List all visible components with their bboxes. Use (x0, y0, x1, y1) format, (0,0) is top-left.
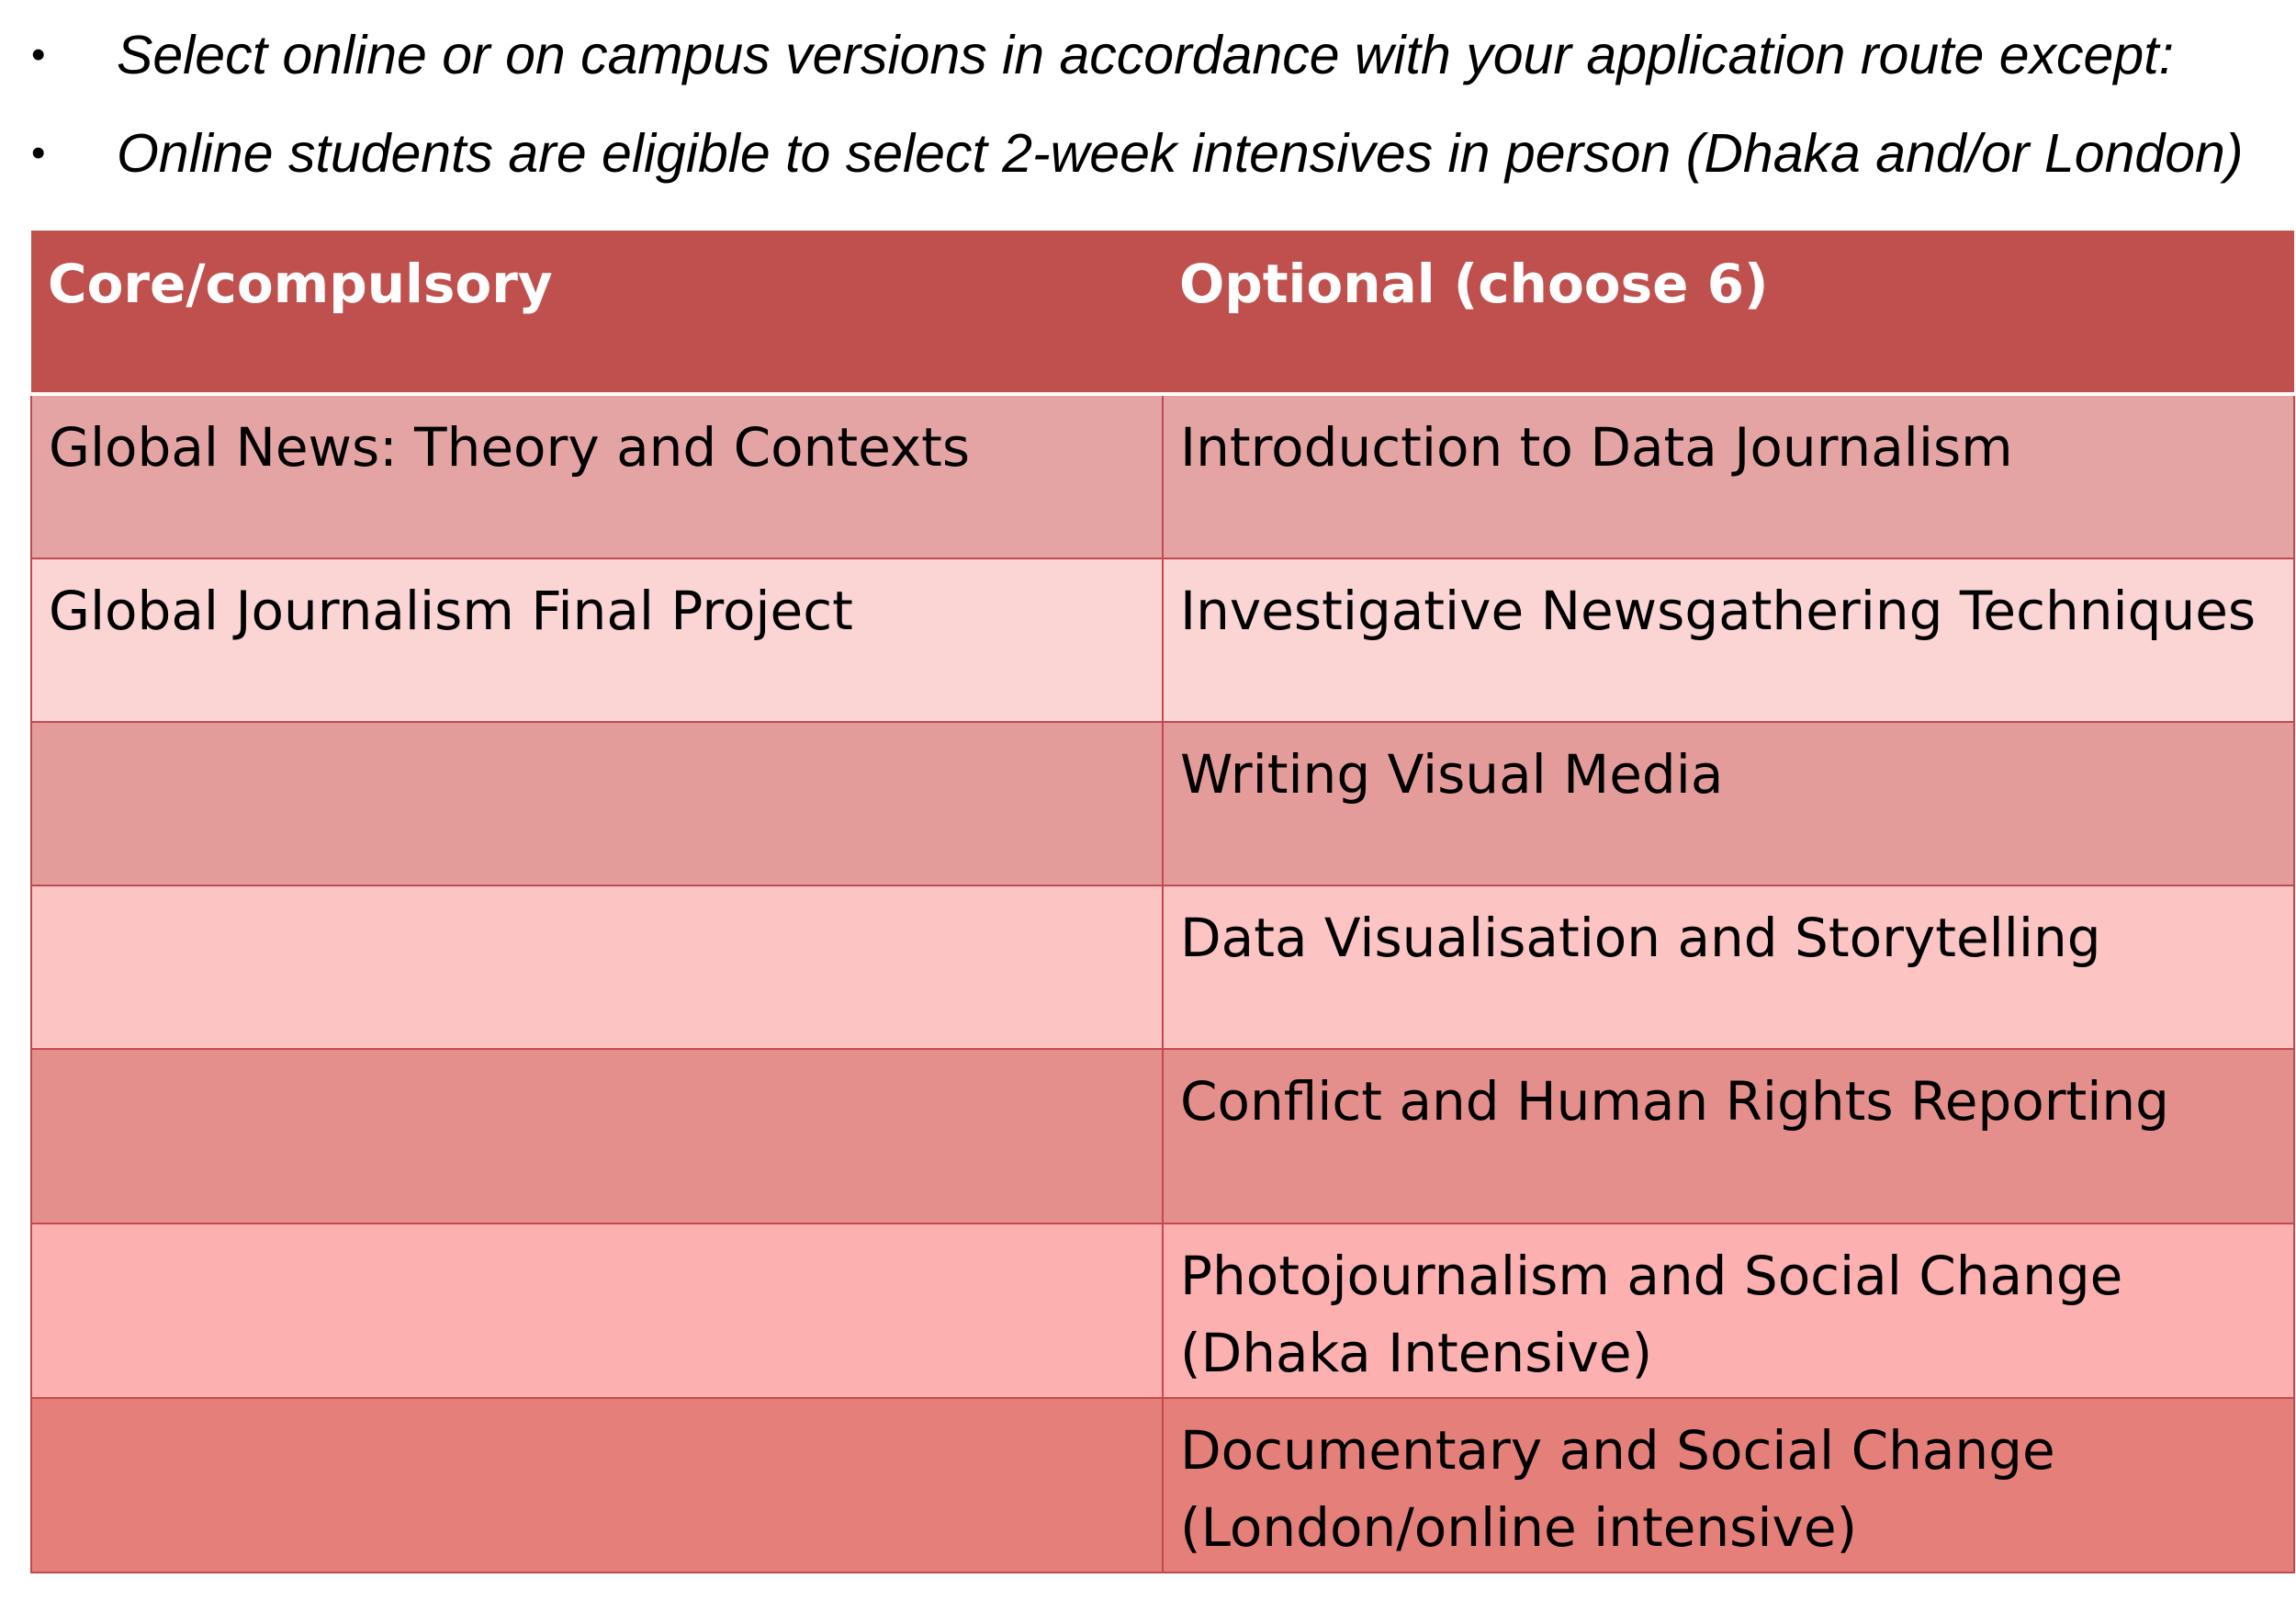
header-optional: Optional (choose 6) (1163, 231, 2294, 394)
core-module-cell (31, 885, 1163, 1049)
instructions-list (0, 0, 2296, 220)
core-module-cell (31, 722, 1163, 885)
core-module-cell (31, 1398, 1163, 1573)
table-row (31, 1398, 2294, 1573)
course-table (30, 231, 2295, 1573)
optional-module-cell: Documentary and Social Change (London/online intensive) (1163, 1398, 2294, 1573)
table-row (31, 722, 2294, 885)
core-module-cell: Global Journalism Final Project (31, 558, 1163, 722)
instruction-text: Online students are eligible to select 2-week intensives in person (Dhaka and/or London) (117, 123, 2244, 184)
instruction-item (0, 9, 2296, 101)
header-core-compulsory: Core/compulsory (31, 231, 1163, 394)
table-row (31, 885, 2294, 1049)
core-module-cell: Global News: Theory and Contexts (31, 394, 1163, 558)
core-module-cell (31, 1049, 1163, 1223)
table-row (31, 558, 2294, 722)
optional-module-cell: Introduction to Data Journalism (1163, 394, 2294, 558)
table-row (31, 1223, 2294, 1398)
instruction-text: Select online or on campus versions in accordance with your application route except: (117, 25, 2174, 85)
bullet-icon: • (31, 32, 46, 77)
optional-module-cell: Photojournalism and Social Change (Dhaka Intensive) (1163, 1223, 2294, 1398)
optional-module-cell: Data Visualisation and Storytelling (1163, 885, 2294, 1049)
core-module-cell (31, 1223, 1163, 1398)
optional-module-cell: Investigative Newsgathering Techniques (1163, 558, 2294, 722)
table-header-row (31, 231, 2294, 394)
table-row (31, 394, 2294, 558)
table-row (31, 1049, 2294, 1223)
instruction-item (0, 107, 2296, 199)
optional-module-cell: Conflict and Human Rights Reporting (1163, 1049, 2294, 1223)
bullet-icon: • (31, 130, 46, 175)
optional-module-cell: Writing Visual Media (1163, 722, 2294, 885)
